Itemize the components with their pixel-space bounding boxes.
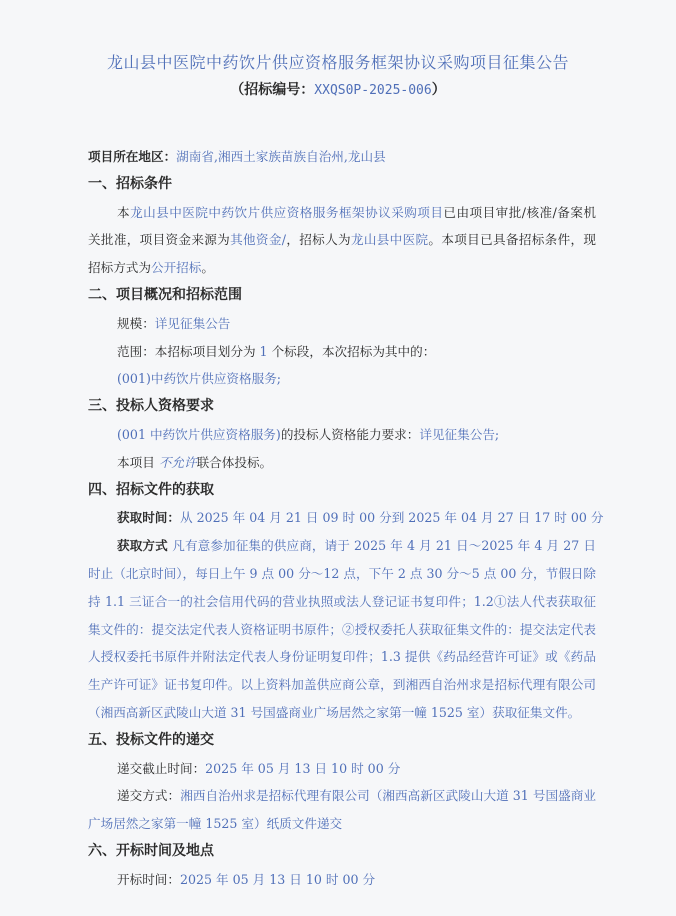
text-segment: ，招标人为 <box>286 232 351 248</box>
text-line <box>88 616 596 644</box>
text-line <box>88 254 596 282</box>
tender-number-code: XXQS0P-2025-006 <box>314 83 432 98</box>
text-segment: 六、开标时间及地点 <box>88 842 214 859</box>
text-segment: 递交截止时间： <box>117 760 206 776</box>
text-segment: 。 <box>201 260 214 276</box>
text-segment: 项目所在地区： <box>88 149 177 164</box>
highlighted-value: 生产许可证》证书复印件。以上资料加盖供应商公章，到湘西自治州求是招标代理有限公司 <box>88 677 596 693</box>
highlighted-value: 广场居然之家第一幢 1525 室）纸质文件递交 <box>88 816 343 832</box>
highlighted-value: （湘西高新区武陵山大道 31 号国盛商业广场居然之家第一幢 1525 室）获取征集文件。 <box>88 704 581 720</box>
text-line <box>88 866 596 894</box>
highlighted-value: 2025 年 05 月 13 日 10 时 00 分 <box>205 760 401 776</box>
section-heading <box>88 171 596 199</box>
highlighted-value: 龙山县中医院中药饮片供应资格服务框架协议采购项目 <box>130 204 444 220</box>
text-line <box>88 199 596 227</box>
text-segment: 递交方式： <box>117 788 181 804</box>
text-segment: 五、投标文件的递交 <box>88 731 214 748</box>
tender-number-label-close: ） <box>431 82 446 98</box>
text-segment: 规模： <box>117 315 155 331</box>
text-line <box>88 810 596 838</box>
text-segment: 本 <box>117 204 131 220</box>
tender-number <box>0 79 676 99</box>
text-segment: 获取时间： <box>117 510 180 526</box>
highlighted-value: 集文件的：提交法定代表人资格证明书原件；②授权委托人获取征集文件的：提交法定代表 <box>88 621 596 637</box>
text-segment: 联合体投标。 <box>196 454 273 470</box>
section-heading <box>88 282 596 310</box>
document-title: 龙山县中医院中药饮片供应资格服务框架协议采购项目征集公告 <box>106 53 569 72</box>
highlighted-value: 湖南省,湘西土家族苗族自治州,龙山县 <box>176 149 386 164</box>
text-line <box>88 532 596 560</box>
text-line <box>88 310 596 338</box>
text-segment: 招标方式为 <box>88 260 151 276</box>
text-line <box>88 699 596 727</box>
highlighted-value: 从 2025 年 04 月 21 日 09 时 00 分到 2025 年 04 月 27 日 17 时 00 分 <box>179 510 604 526</box>
tender-number-label-open: （招标编号： <box>230 82 315 98</box>
highlighted-value: 1 <box>259 343 268 359</box>
text-segment: 四、招标文件的获取 <box>88 481 214 498</box>
section-heading <box>88 477 596 505</box>
highlighted-value: (001)中药饮片供应资格服务; <box>117 371 282 387</box>
text-line <box>88 338 596 366</box>
text-line <box>88 755 596 783</box>
highlighted-value: (001 中药饮片供应资格服务) <box>117 426 281 442</box>
highlighted-value: 公开招标 <box>150 260 202 276</box>
highlighted-value: 详见征集公告 <box>154 315 231 331</box>
highlighted-value: 龙山县中医院 <box>350 232 429 248</box>
text-line <box>88 143 596 171</box>
section-heading <box>88 393 596 421</box>
section-heading <box>88 838 596 866</box>
text-line <box>88 421 596 449</box>
document-body <box>88 143 604 894</box>
highlighted-value: 持 1.1 三证合一的社会信用代码的营业执照或法人登记证书复印件；1.2①法人代表获取征 <box>88 593 596 609</box>
highlighted-value: 湘西自治州求是招标代理有限公司（湘西高新区武陵山大道 31 号国盛商业 <box>180 788 596 804</box>
section-heading <box>88 727 596 755</box>
text-line <box>88 643 596 671</box>
highlighted-value: 人授权委托书原件并附法定代表人身份证明复印件；1.3 提供《药品经营许可证》或《药品 <box>88 649 596 665</box>
text-segment: 个标段，本次招标为其中的： <box>267 343 436 359</box>
highlighted-value: 2025 年 05 月 13 日 10 时 00 分 <box>179 871 376 887</box>
text-segment: 的投标人资格能力要求： <box>280 426 420 442</box>
text-segment: 三、投标人资格要求 <box>88 398 214 415</box>
text-line <box>88 365 596 393</box>
highlighted-value: 其他资金/ <box>230 232 287 248</box>
text-segment: 获取方式 <box>117 538 173 554</box>
highlighted-value: 不允许 <box>158 454 197 470</box>
text-line <box>88 504 604 532</box>
text-line <box>88 782 596 810</box>
highlighted-value: 详见征集公告; <box>419 426 500 442</box>
text-segment: 范围：本招标项目划分为 <box>117 343 260 359</box>
text-line <box>88 560 596 588</box>
text-line <box>88 226 596 254</box>
text-line <box>88 588 596 616</box>
highlighted-value: 凡有意参加征集的供应商，请于 2025 年 4 月 21 日～2025 年 4 月 27 日 <box>172 538 596 554</box>
text-segment: 二、项目概况和招标范围 <box>88 286 242 303</box>
text-segment: 一、招标条件 <box>88 175 172 192</box>
text-segment: 本项目 <box>117 454 159 470</box>
text-segment: 。本项目已具备招标条件，现 <box>428 232 596 248</box>
highlighted-value: 时止（北京时间），每日上午 9 点 00 分～12 点，下午 2 点 30 分～5 点 00 分，节假日除 <box>88 565 596 581</box>
text-segment: 已由项目审批/核准/备案机 <box>443 204 596 220</box>
text-segment: 开标时间： <box>117 871 180 887</box>
text-line <box>88 671 596 699</box>
text-segment: 关批准，项目资金来源为 <box>88 232 231 248</box>
text-line <box>88 449 596 477</box>
